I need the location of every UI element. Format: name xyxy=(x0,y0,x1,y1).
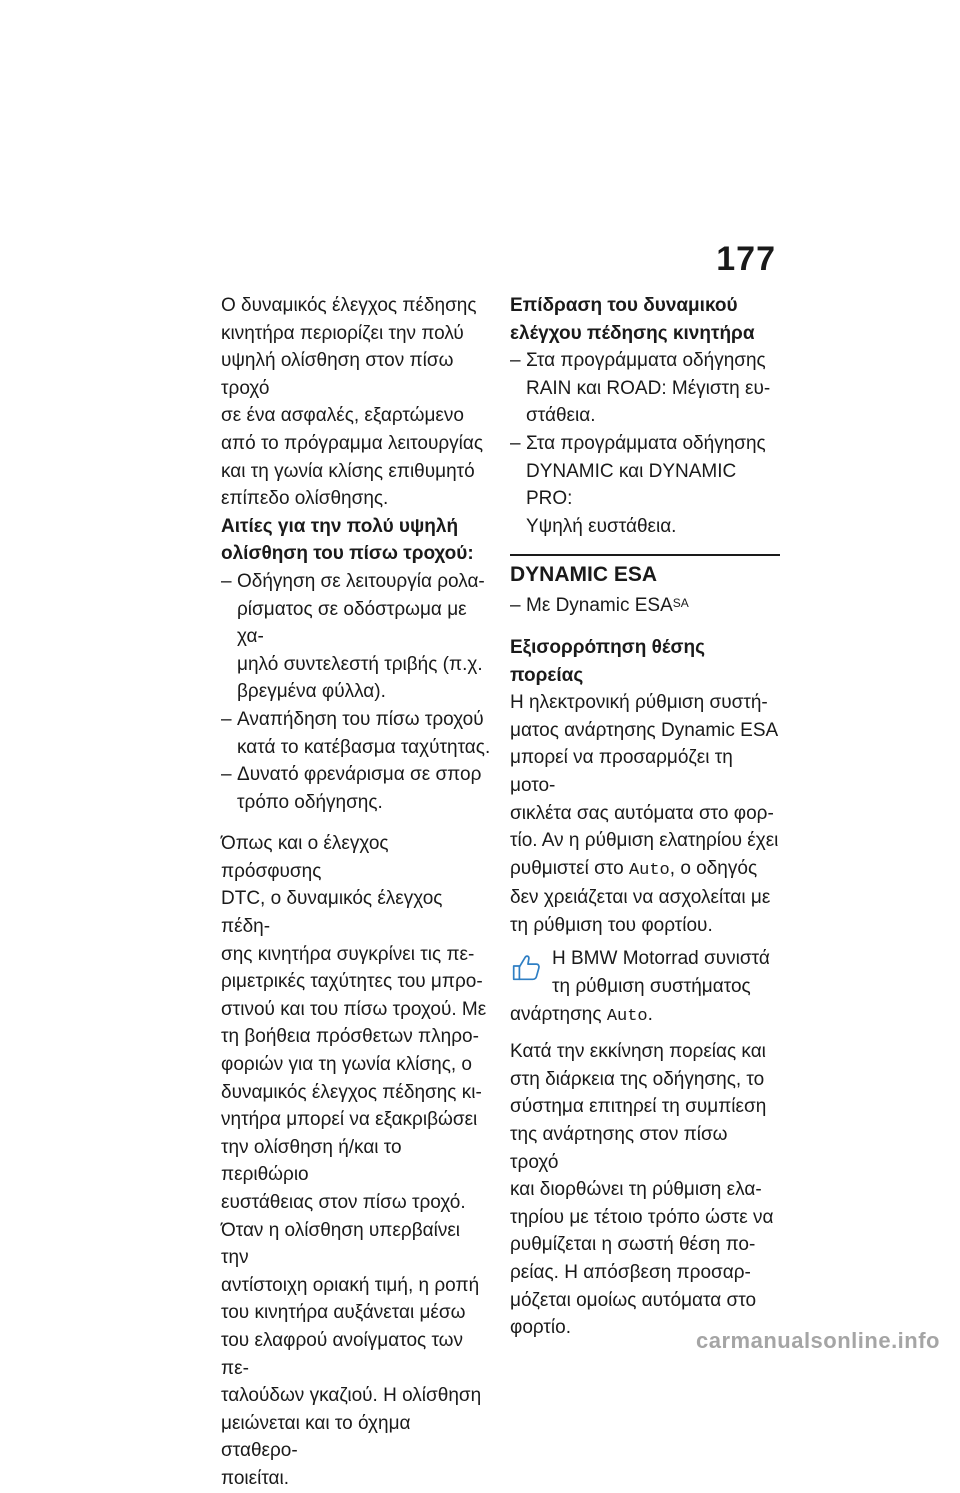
text-line: ταλούδων γκαζιού. Η ολίσθηση xyxy=(221,1385,482,1407)
list-item xyxy=(221,761,491,816)
text-line: Η ηλεκτρονική ρύθμιση συστή- xyxy=(510,692,768,714)
text-line: φοριών για τη γωνία κλίσης, ο xyxy=(221,1054,472,1076)
text-segment: ανάρτησης xyxy=(510,1003,607,1025)
text-line: βρεγμένα φύλλα). xyxy=(237,681,386,703)
text-line: – Αναπήδηση του πίσω τροχού xyxy=(221,706,491,734)
text-line: υψηλή ολίσθηση στον πίσω τροχό xyxy=(221,350,454,399)
text-line xyxy=(510,1001,780,1031)
text-line: Η BMW Motorrad συνιστά xyxy=(552,948,770,970)
text-line: σε ένα ασφαλές, εξαρτώμενο xyxy=(221,405,464,427)
text-line: μόζεται ομοίως αυτόματα στο xyxy=(510,1289,757,1311)
text-line: του κινητήρα αυξάνεται μέσω xyxy=(221,1302,466,1324)
text-line: σης κινητήρα συγκρίνει τις πε- xyxy=(221,943,475,965)
text-line: Όταν η ολίσθηση υπερβαίνει την xyxy=(221,1219,461,1269)
text-line: και τη γωνία κλίσης επιθυμητό xyxy=(221,460,475,482)
text-line: τη ρύθμιση του φορτίου. xyxy=(510,914,713,936)
footer xyxy=(0,1322,960,1362)
text-line: του ελαφρού ανοίγματος των πε- xyxy=(221,1329,464,1379)
optional-equipment-mark: SA xyxy=(672,596,689,611)
text-line: Κατά την εκκίνηση πορείας και xyxy=(510,1041,766,1063)
text-line: μειώνεται και το όχημα σταθερο- xyxy=(221,1412,411,1462)
text-line: DYNAMIC και DYNAMIC PRO: xyxy=(526,460,737,510)
text-line: – Οδήγηση σε λειτουργία ρολα- xyxy=(221,568,491,596)
text-line: τίο. Αν η ρύθμιση ελατηρίου έχει xyxy=(510,830,779,852)
text-line: – Στα προγράμματα οδήγησης xyxy=(510,430,780,458)
effects-list xyxy=(510,347,780,540)
text-line: ευστάθειας στον πίσω τροχό. xyxy=(221,1192,466,1213)
text-line: στη διάρκεια της οδήγησης, το xyxy=(510,1068,765,1090)
text-line: ποιείται. xyxy=(221,1467,290,1489)
heading-line: ελέγχου πέδησης κινητήρα xyxy=(510,322,755,344)
esa-item-text: Με Dynamic ESA xyxy=(526,595,673,617)
text-line: της ανάρτησης στον πίσω τροχό xyxy=(510,1124,728,1173)
text-segment: . xyxy=(647,1003,653,1025)
text-line: τη ρύθμιση συστήματος xyxy=(552,976,751,998)
text-line: την ολίσθηση ή/και το περιθώριο xyxy=(221,1136,402,1186)
text-line: ματος ανάρτησης Dynamic ESA xyxy=(510,719,779,741)
text-segment: ρυθμιστεί στο xyxy=(510,857,629,879)
text-line: RAIN και ROAD: Μέγιστη ευ- xyxy=(526,377,771,399)
thumbs-up-icon xyxy=(508,947,546,985)
text-line xyxy=(510,855,780,885)
setting-value: Auto xyxy=(606,1006,648,1026)
text-line: σύστημα επιτηρεί τη συμπίεση xyxy=(510,1096,767,1118)
watermark-url[interactable]: carmanualsonline.info xyxy=(696,1328,940,1353)
heading-line: Εξισορρόπηση θέσης xyxy=(510,636,705,658)
final-paragraph xyxy=(510,1038,780,1342)
causes-list xyxy=(221,568,491,816)
recommendation-note xyxy=(510,945,780,1000)
text-line: ρυθμίζεται η σωστή θέση πο- xyxy=(510,1234,756,1256)
list-item xyxy=(221,568,491,706)
esa-equipment-item xyxy=(510,592,780,620)
list-item xyxy=(510,430,780,540)
text-line: κατά το κατέβασμα ταχύτητας. xyxy=(237,736,491,758)
list-item xyxy=(510,347,780,430)
text-line: τρόπο οδήγησης. xyxy=(237,791,383,813)
text-line: DTC, ο δυναμικός έλεγχος πέδη- xyxy=(221,888,443,938)
text-line: ρείας. Η απόσβεση προσαρ- xyxy=(510,1262,751,1283)
text-line: δυναμικός έλεγχος πέδησης κι- xyxy=(221,1081,482,1103)
causes-heading xyxy=(221,513,491,568)
effect-heading xyxy=(510,292,780,347)
text-line: τηρίου με τέτοιο τρόπο ώστε να xyxy=(510,1206,774,1228)
heading-line: Αιτίες για την πολύ υψηλή xyxy=(221,515,459,537)
text-line: επίπεδο ολίσθησης. xyxy=(221,488,389,510)
text-line: τη βοήθεια πρόσθετων πληρο- xyxy=(221,1026,479,1048)
text-line: – Στα προγράμματα οδήγησης xyxy=(510,347,780,375)
intro-paragraph xyxy=(221,292,491,513)
text-line: στινού και του πίσω τροχού. Με xyxy=(221,998,487,1020)
text-line: σικλέτα σας αυτόματα στο φορ- xyxy=(510,802,774,824)
text-line: ριμετρικές ταχύτητες του μπρο- xyxy=(221,971,483,993)
level-paragraph xyxy=(510,689,780,939)
text-line: μπορεί να προσαρμόζει τη μοτο- xyxy=(510,747,733,796)
text-line: Υψηλή ευστάθεια. xyxy=(526,515,677,537)
text-line: στάθεια. xyxy=(526,405,596,427)
level-heading xyxy=(510,634,780,689)
dtc-paragraph xyxy=(221,830,491,1492)
text-line: νητήρα μπορεί να εξακριβώσει xyxy=(221,1109,478,1131)
text-line: δεν χρειάζεται να ασχολείται με xyxy=(510,887,771,909)
setting-value: Auto xyxy=(628,860,670,880)
text-line: Όπως και ο έλεγχος πρόσφυσης xyxy=(221,833,389,882)
text-line: – Δυνατό φρενάρισμα σε σπορ xyxy=(221,761,491,789)
text-line: αντίστοιχη οριακή τιμή, η ροπή xyxy=(221,1274,480,1296)
heading-line: ολίσθηση του πίσω τροχού: xyxy=(221,543,474,565)
text-line: ρίσματος σε οδόστρωμα με χα- xyxy=(237,598,467,648)
text-segment: , ο οδηγός xyxy=(669,857,758,879)
heading-line: Επίδραση του δυναμικού xyxy=(510,295,738,316)
page-number: 177 xyxy=(716,240,776,278)
text-line: κινητήρα περιορίζει την πολύ xyxy=(221,322,464,344)
text-line: και διορθώνει τη ρύθμιση ελα- xyxy=(510,1179,762,1201)
list-item xyxy=(221,706,491,761)
text-line: φορτίο. xyxy=(510,1317,571,1339)
text-line: Ο δυναμικός έλεγχος πέδησης xyxy=(221,295,477,316)
text-line: από το πρόγραμμα λειτουργίας xyxy=(221,432,484,454)
right-column xyxy=(510,292,780,1342)
heading-line: πορείας xyxy=(510,664,584,686)
section-title: DYNAMIC ESA xyxy=(510,554,780,590)
text-line: μηλό συντελεστή τριβής (π.χ. xyxy=(237,653,483,675)
left-column xyxy=(221,292,491,1493)
